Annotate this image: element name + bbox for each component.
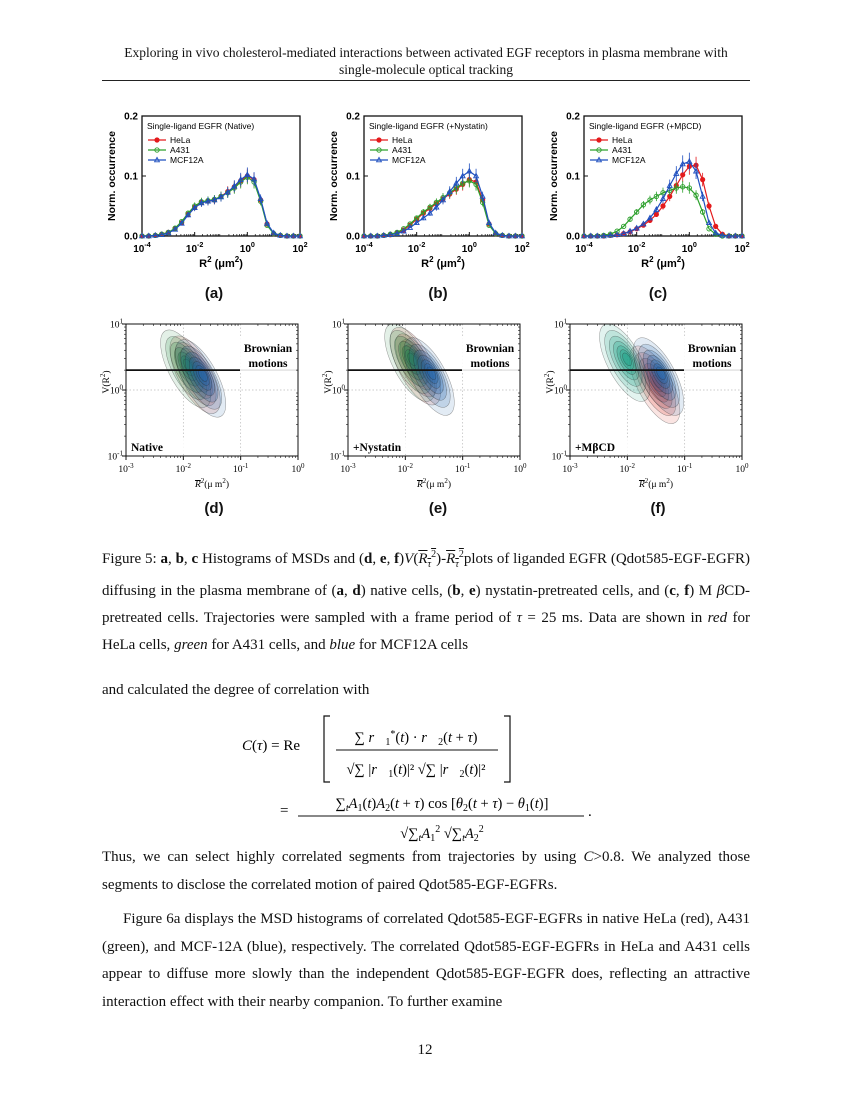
panel-label-b: (b) (428, 285, 448, 302)
legend-entry: A431 (170, 145, 190, 155)
series-line-hela (364, 180, 522, 236)
legend-entry: A431 (612, 145, 632, 155)
y-tick-label: $10^{-1}$ (329, 449, 345, 463)
y-axis-label: $V(R^2)$ (321, 370, 334, 394)
y-tick-label: $10^0$ (332, 383, 345, 397)
annotation-line2: motions (692, 358, 732, 370)
figure-caption: Figure 5: a, b, c Histograms of MSDs and (d, e, $f)V(R_\tau^2)-R_\tau^2plots$ of liganded EGFR (Qdot585-EGF-EGFR) diffusing in the plasma membrane of (a, d) native cells, (b, e) nystatin-pretreated cells, and (c, f) M βCD-pretreated cells. Trajectories were sampled with a frame period of τ = 25 ms. Data are shown in red for HeLa cells, green for A431 cells, and blue for MCF12A cells (102, 549, 751, 653)
caption-ref-c: c (191, 551, 199, 567)
histogram-chart-b (326, 110, 532, 280)
y-tick-label: 0.0 (566, 231, 580, 243)
caption-text-10: for MCF12A cells (358, 637, 469, 653)
caption-ref-f: f (394, 551, 400, 567)
y-tick-label: 0.0 (346, 231, 360, 243)
caption-figure-label: Figure 5: (102, 551, 157, 567)
caption-math-r2: $R_\tau^2$ (446, 549, 464, 570)
x-tick-label: $10^{-2}$ (619, 462, 636, 475)
equation-denominator-2: $√\sum_tA_1^2$ $√\sum_tA_2^2$ (400, 824, 484, 844)
equation-numerator-1: ∑ $r⃗_1^*(t)$ · $r⃗_2(t + \tau)$ (354, 729, 478, 748)
legend-marker (155, 138, 159, 142)
legend-marker (377, 138, 381, 142)
x-tick-label: $10^0$ (461, 240, 477, 255)
caption-math-r1: $R_\tau^2$ (418, 549, 437, 570)
equation-svg (236, 710, 636, 850)
y-tick-label: 0.1 (124, 171, 138, 183)
x-axis-label: $R^2$ $(\mu m^2)$ (421, 255, 465, 270)
caption-math-tau: τ (516, 610, 522, 626)
paragraph-select-math-c: C (583, 849, 594, 865)
x-tick-label: $10^{-3}$ (118, 462, 134, 475)
caption-text-7: = 25 ms. Data are shown in (527, 610, 703, 626)
panel-e (321, 314, 532, 496)
panel-label-e: (e) (428, 500, 448, 517)
equation-numerator-2: $\sum_tA_1(t)A_2(t + \tau)$ $\cos [\theta_2(t + \tau) - \theta_1(t)]$ (335, 796, 549, 814)
caption-text-5: ) M (689, 583, 713, 599)
panel-label-a: (a) (204, 285, 224, 302)
panel-label-d: (d) (204, 500, 224, 517)
x-tick-label: $10^{-4}$ (355, 240, 373, 255)
paragraph-select-part2: >0.8. We analyzed those segments to disclose the correlated motion of paired Qdot585-EGF-EGFRs. (102, 849, 751, 893)
x-tick-label: $10^{-2}$ (407, 240, 426, 255)
running-header-line2: single-molecule optical tracking (339, 62, 513, 77)
legend-marker (597, 138, 601, 142)
legend-entry: MCF12A (612, 155, 646, 165)
paragraph-figure6a: Figure 6a displays the MSD histograms of correlated Qdot585-EGF-EGFRs in native HeLa (red), A431 (green), and MCF-12A (blue), respectively. The correlated Qdot585-EGF-EGFRs in HeLa and A431 cells appear to diffuse more slowly than the independent Qdot585-EGF-EGFR does, reflecting an attractive interaction effect with their nearby companion. To further examine (102, 911, 750, 1010)
data-point (681, 173, 685, 177)
y-tick-label: 0.0 (124, 231, 138, 243)
caption-text-3: ) native cells, ( (360, 583, 453, 599)
panel-c (546, 110, 752, 280)
legend-entry: HeLa (612, 135, 633, 145)
equation-period: . (588, 804, 592, 820)
y-axis-label: $V(R^2)$ (99, 370, 112, 394)
series-line-a431 (364, 181, 522, 236)
y-tick-label: $10^1$ (332, 317, 345, 331)
x-axis-label: $R^2(\mu$ $m^2$) (416, 477, 452, 490)
plot-frame (142, 116, 300, 236)
caption-ref-a: a (160, 551, 168, 567)
caption-text-8: for HeLa cells, (102, 610, 751, 653)
panel-label-f: (f) (650, 500, 666, 517)
x-tick-label: $10^2$ (734, 240, 750, 255)
x-tick-label: $10^{-3}$ (562, 462, 578, 475)
caption-text-2: plots of liganded EGFR (Qdot585-EGF-EGFR) diffusing in the plasma membrane of ( (102, 551, 750, 599)
caption-math-beta: β (716, 583, 725, 599)
legend-title: Single-ligand EGFR (+MβCD) (589, 121, 702, 131)
x-axis-label: $R^2$ $(\mu m^2)$ (641, 255, 685, 270)
caption-ref-a2: a (336, 583, 345, 599)
paragraph-correlation-intro: and calculated the degree of correlation with (102, 682, 370, 698)
x-tick-label: $10^{-4}$ (575, 240, 593, 255)
y-tick-label: 0.1 (566, 171, 580, 183)
caption-ref-d2: d (352, 583, 361, 599)
x-tick-label: $10^{-1}$ (454, 462, 471, 475)
caption-text-1: Histograms of MSDs and ( (202, 551, 364, 567)
legend-title: Single-ligand EGFR (Native) (147, 121, 255, 131)
x-axis-label: $R^2(\mu$ $m^2$) (194, 477, 230, 490)
x-tick-label: $10^{-3}$ (340, 462, 356, 475)
x-tick-label: $10^{-4}$ (133, 240, 151, 255)
condition-label: +MβCD (575, 442, 616, 454)
x-tick-label: $10^{-2}$ (185, 240, 204, 255)
equation-equals: = (280, 803, 289, 819)
y-tick-label: 0.1 (346, 171, 360, 183)
y-axis-label: Norm. occurrence (548, 131, 560, 221)
paragraph-select-part1: Thus, we can select highly correlated segments from trajectories by using (102, 849, 577, 865)
caption-ref-e: e (379, 551, 387, 567)
caption-ref-b2: b (452, 583, 461, 599)
plot-frame (584, 116, 742, 236)
data-point (654, 212, 658, 216)
contour-chart-f (543, 314, 754, 496)
legend-entry: MCF12A (170, 155, 204, 165)
annotation-line2: motions (248, 358, 288, 370)
data-point (707, 204, 711, 208)
data-point (700, 177, 704, 181)
annotation-line1: Brownian (465, 343, 515, 355)
panel-a (104, 110, 310, 280)
caption-math-v: V (404, 551, 414, 567)
contour-chart-e (321, 314, 532, 496)
caption-green: green (174, 637, 208, 653)
y-tick-label: $10^0$ (110, 383, 123, 397)
y-tick-label: $10^1$ (554, 317, 567, 331)
x-tick-label: $10^0$ (239, 240, 255, 255)
contour-chart-d (99, 314, 310, 496)
series-line-hela (142, 176, 300, 236)
histogram-chart-c (546, 110, 752, 280)
x-axis-label: $R^2$ $(\mu m^2)$ (199, 255, 243, 270)
series-line-mcf12a (142, 175, 300, 236)
x-tick-label: $10^{-1}$ (232, 462, 249, 475)
annotation-line1: Brownian (687, 343, 737, 355)
caption-ref-c2: c (669, 583, 676, 599)
caption-text-4: ) nystatin-pretreated cells, and ( (475, 583, 670, 599)
paragraph-select-segments (102, 844, 750, 899)
condition-label: +Nystatin (353, 442, 402, 454)
x-tick-label: $10^0$ (735, 462, 749, 475)
data-point (661, 204, 665, 208)
y-tick-label: $10^1$ (110, 317, 123, 331)
panel-d (99, 314, 310, 496)
condition-label: Native (131, 442, 163, 454)
y-tick-label: 0.2 (124, 111, 138, 123)
annotation-line1: Brownian (243, 343, 293, 355)
histogram-chart-a (104, 110, 310, 280)
x-tick-label: $10^{-2}$ (397, 462, 414, 475)
caption-ref-e2: e (468, 583, 476, 599)
y-tick-label: $10^{-1}$ (551, 449, 567, 463)
x-tick-label: $10^{-2}$ (627, 240, 646, 255)
annotation-line2: motions (470, 358, 510, 370)
y-axis-label: $V(R^2)$ (543, 370, 556, 394)
plot-frame (364, 116, 522, 236)
x-tick-label: $10^{-1}$ (676, 462, 693, 475)
x-tick-label: $10^2$ (292, 240, 308, 255)
y-axis-label: Norm. occurrence (106, 131, 118, 221)
page-number: 12 (417, 1042, 433, 1058)
y-axis-label: Norm. occurrence (328, 131, 340, 221)
series-line-a431 (142, 177, 300, 236)
caption-blue: blue (329, 637, 356, 653)
legend-entry: HeLa (170, 135, 191, 145)
x-tick-label: $10^0$ (513, 462, 527, 475)
panel-label-c: (c) (648, 285, 668, 302)
equation-denominator-1: √∑ $|r⃗_1(t)|^2$ √∑ $|r⃗_2(t)|^2$ (346, 762, 486, 780)
caption-text-6: CD-pretreated cells. Trajectories were sampled with a frame period of (102, 583, 751, 626)
equation-right-bracket (504, 716, 510, 782)
equation-lhs: C(τ) = Re (242, 738, 301, 754)
y-tick-label: 0.2 (346, 111, 360, 123)
y-tick-label: $10^0$ (554, 383, 567, 397)
x-tick-label: $10^{-2}$ (175, 462, 192, 475)
caption-text-9: for A431 cells, and (211, 637, 326, 653)
caption-ref-b: b (175, 551, 184, 567)
legend-entry: HeLa (392, 135, 413, 145)
x-axis-label: $R^2(\mu$ $m^2$) (638, 477, 674, 490)
legend-entry: MCF12A (392, 155, 426, 165)
y-tick-label: 0.2 (566, 111, 580, 123)
caption-red: red (707, 610, 728, 626)
x-tick-label: $10^2$ (514, 240, 530, 255)
running-header-line1: Exploring in vivo cholesterol-mediated interactions between activated EGF receptors in plasma membrane with (124, 45, 728, 60)
y-tick-label: $10^{-1}$ (107, 449, 123, 463)
correlation-equation (236, 710, 636, 850)
caption-ref-d: d (363, 551, 373, 567)
figure-5 (0, 0, 850, 540)
legend-title: Single-ligand EGFR (+Nystatin) (369, 121, 488, 131)
legend-entry: A431 (392, 145, 412, 155)
x-tick-label: $10^0$ (681, 240, 697, 255)
panel-b (326, 110, 532, 280)
caption-ref-f2: f (684, 583, 690, 599)
data-point (713, 224, 717, 228)
x-tick-label: $10^0$ (291, 462, 305, 475)
panel-f (543, 314, 754, 496)
equation-left-bracket (324, 716, 330, 782)
